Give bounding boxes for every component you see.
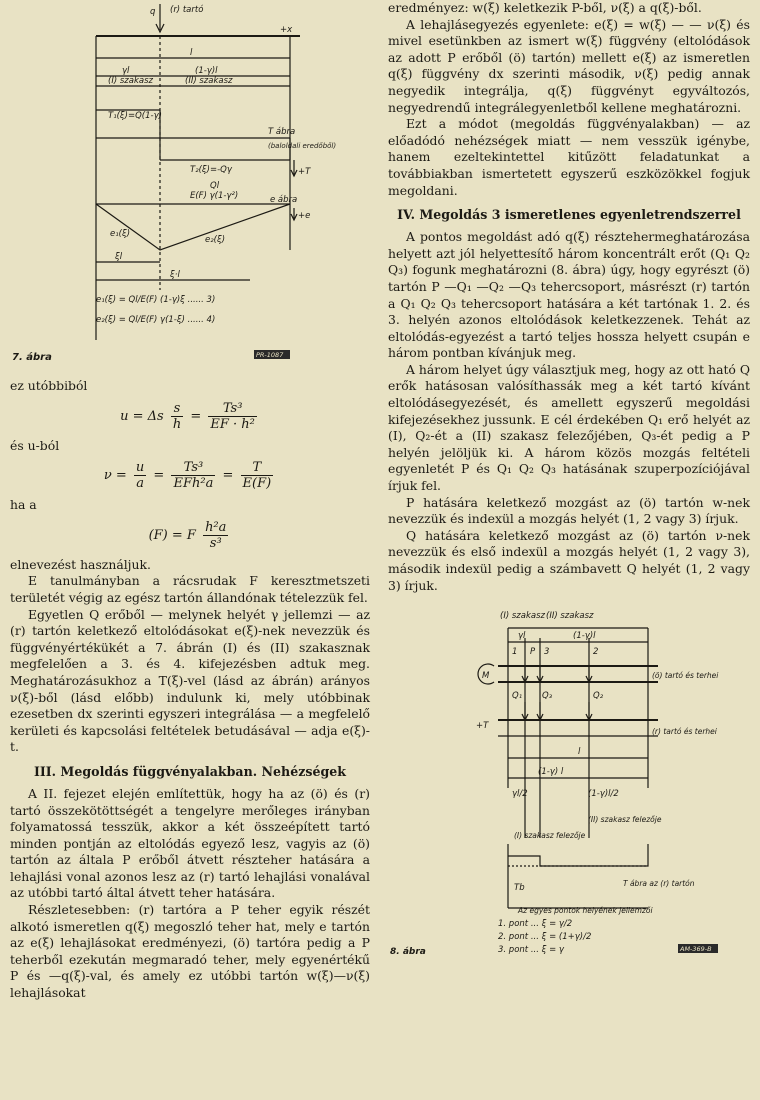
fig8-t-abra-label: T ábra az (r) tartón [623,879,695,889]
eq-u-eqs: = [190,408,202,424]
fig7-ql-label: Ql [210,181,220,191]
eq-f-f1d: s³ [209,535,222,551]
right-p4: A három helyet úgy választjuk meg, hogy az ott ható Q erők hatásosan valósíthassák meg a két tartó kívánt eltolódásegyezését, és amellett egyszerű megoldási kifejezésekhez jussunk. E cél érdekében Q₁ erő helyét az (I), Q₂-ét a (II) szakasz felezőjében, Q₃-ét pedig a P helyén jelöljük ki. A három közös mozgás feltételi egyenletét P és Q₁ Q₂ Q₃ hatásának szuperpozíciójával írjuk fel. [388,361,750,494]
fig7-e-abra-label: e ábra [270,195,298,205]
fig7-plus-t-label: +T [298,167,311,177]
fig8-gl2-label: γl/2 [512,789,528,800]
eq-v-lhs: ν = [103,468,127,484]
eq-u-f1d: h [172,416,182,432]
fig7-xi-l-label: ξl [115,252,123,262]
fig7-e2-label: e₂(ξ) [205,235,226,245]
fig7-szakasz2-label: (II) szakasz [185,76,233,86]
fig7-plus-x-label: +x [280,25,293,35]
figure-7 [10,0,370,372]
fig8-q1-label: Q₁ [512,691,523,702]
fig8-o-tarto-label: (ö) tartó és terhei [652,671,719,681]
equation-u [10,401,370,432]
fig7-q-label: q [150,7,156,17]
fig8-stamp: AM-369-B [680,945,712,954]
fig8-q3-label: Q₃ [542,691,553,702]
fig8-felezo1-label: (I) szakasz felezője [514,831,586,841]
eq-v-eqs: = [153,468,165,484]
fig8-one-minus-g-l-label: (1-γ) l [538,767,564,778]
fig7-t1-label: T₁(ξ)=Q(1-γ) [108,111,162,121]
equation-f [10,520,370,551]
fig7-one-minus-gl-label: (1-γ)l [195,66,218,76]
right-p2: Ezt a módot (megoldás függvényalakban) — az előadódó nehézségek miatt — nem vesszük igénybe, hanem ezeltekintettel kitűzött feladatunkat a továbbiakban ismertetett egyszerű eszközökkel fogjuk megoldani. [388,116,750,198]
fig8-szakasz2-label: (II) szakasz [546,611,594,622]
fig8-pont3: 3. pont ... ξ = γ [498,945,564,956]
fig7-plus-e-label: +e [298,211,311,221]
fig7-t-abra-label: T ábra [268,127,296,137]
eq-u-f1n: s [171,401,183,417]
fig8-plus-t-label: +T [476,721,489,732]
fig8-jellemzoi-label: Az egyes pontok helyének jellemzői [518,906,653,916]
right-p6: Q hatására keletkező mozgást az (ö) tartón ν-nek nevezzük és első indexül a mozgás helyét (1, 2 vagy 3), második indexül pedig a számbavett Q helyét (1, 2 vagy 3) írjuk. [388,527,750,593]
eq-v-f3n: T [241,460,274,476]
fig7-l-label: l [190,48,193,58]
eq-v-f2d: EFh²a [173,476,214,492]
fig8-tb-label: Tb [514,883,525,894]
fig8-one-minus-gl2-label: (1-γ)l/2 [588,789,619,800]
left-p1: E tanulmányban a rácsrudak F keresztmetszeti területét végig az egész tartón állandónak tételezzük fel. [10,573,370,605]
left-p-elnev: elnevezést használjuk. [10,556,151,572]
eq-u-f2n: Ts³ [208,401,257,417]
fig8-pont1: 1. pont ... ξ = γ/2 [498,919,573,930]
eq-v-f1n: u [135,460,145,476]
right-p1: A lehajlásegyezés egyenlete: e(ξ) = w(ξ) — — ν(ξ) és mivel esetünkben az ismert w(ξ) függvény (eltolódások az adott P erőből (ö) tartón) mellett e(ξ) az ismeretlen q(ξ) függvény dx szerinti második, ν(ξ) pedig annak negyedik integrálja, q(ξ) függvényt egyváltozós, negyedrendű integrálegyenletből kellene meghatározni. [388,16,750,115]
fig7-xi-l2-label: ξ·l [170,270,180,280]
section-heading-3: III. Megoldás függvényalakban. Nehézségek [33,763,347,779]
left-p2: Egyetlen Q erőből — melynek helyét γ jellemzi — az (r) tartón keletkező eltolódásokat e(ξ)-nek nevezzük és függvényértékükét a 7. ábrán (I) és (II) szakasznak megfelelően a 3. és 4. kifejezésben adtuk meg. Meghatározásukhoz a T(ξ)-vel (lásd az ábrán) arányos ν(ξ)-ből (lásd előbb) indulunk ki, mely utóbbinak ezesetben dx szerinti egyszeri integrálása — a megfelelő kerületi és kapcsolási feltételek betudásával — adja e(ξ)-t. [10,606,370,755]
right-p5: P hatására keletkező mozgást az (ö) tartón w-nek nevezzük és indexül a mozgás helyét (1, 2 vagy 3) írjuk. [388,494,750,527]
left-p-ha: ha a [10,497,37,513]
fig7-t-note-label: (baloldali eredőből) [268,142,337,150]
fig8-pont2: 2. pont ... ξ = (1+γ)/2 [498,932,592,943]
eq-v-f3d: E(F) [242,476,272,492]
fig8-felezo2-label: (II) szakasz felezője [588,815,662,825]
eq-u-f2d: EF · h² [210,416,255,432]
fig7-caption: 7. ábra [12,352,52,363]
eq-v-f2n: Ts³ [171,460,215,476]
fig7-gl-label: γl [122,66,130,76]
fig8-one-minus-gl-label: (1-γ)l [573,631,596,642]
eq-f-f1n: h²a [205,519,227,535]
fig8-p-label: P [530,647,536,658]
fig7-tarto-label: (r) tartó [170,5,204,15]
section-heading-4: IV. Megoldás 3 ismeretlenes egyenletrendszerrel [397,207,741,223]
fig7-e1-formula-label: E(F) γ(1-γ²) [190,191,239,201]
equation-v [10,460,370,491]
fig7-t2-label: T₂(ξ)=-Qγ [190,165,232,175]
fig8-caption: 8. ábra [390,947,426,958]
fig8-n2-label: 2 [593,647,599,658]
fig7-e1-label: e₁(ξ) [110,229,131,239]
fig7-szakasz1-label: (I) szakasz [108,76,153,86]
left-column [10,0,370,1002]
left-p3: A II. fejezet elején említettük, hogy ha az (ö) és (r) tartó összekötöttségét a tengelyre merőleges irányban folyamatossá tesszük, akkor a két összeépített tartó minden pontján az eltolódás egyező lesz, vagyis az (ö) tartón az általa P erőből átvett részteher hatására a lehajlási vonal azonos lesz az (r) tartó lehajlási vonalával az utóbbi tartó által átvett teher hatására. [10,785,370,901]
fig8-q2-label: Q₂ [593,691,604,702]
eq-v-eqs2: = [222,468,234,484]
fig8-n1-label: 1 [512,647,518,658]
left-p-and: és u-ból [10,437,60,453]
fig8-szakasz1-label: (I) szakasz [500,611,545,622]
fig7-eq3: e₁(ξ) = Ql/E(F) (1-γ)ξ ...... 3) [96,295,216,305]
fig8-l-label: l [578,747,581,758]
eq-f-lhs: (F) = F [148,527,196,543]
figure-8 [388,608,750,962]
fig8-gl-label: γl [518,631,526,642]
left-p-intro: ez utóbbiból [10,378,88,393]
fig8-m-label: M [482,671,490,682]
fig7-eq4: e₂(ξ) = Ql/E(F) γ(1-ξ) ...... 4) [96,315,216,325]
right-column [388,0,750,962]
fig8-r-tarto-label: (r) tartó és terhei [652,727,717,737]
eq-v-f1d: a [136,476,144,492]
fig7-stamp: PR-1087 [256,351,284,359]
eq-u-lhs: u = Δs [120,408,164,424]
right-p0: eredményez: w(ξ) keletkezik P-ből, ν(ξ) a q(ξ)-ből. [388,0,702,15]
fig8-n3-label: 3 [544,647,550,658]
left-p4: Részletesebben: (r) tartóra a P teher egyik részét alkotó ismeretlen q(ξ) megoszló teher hat, mely e tartón az e(ξ) lehajlásokat eredményezi, (ö) tartóra pedig a P teherből ezekután megmaradó teher, mely egyenértékű P és —q(ξ)-val, és amely ez utóbbi tartón w(ξ)—ν(ξ) lehajlásokat [10,902,370,1001]
right-p3: A pontos megoldást adó q(ξ) résztehermeghatározása helyett azt jól helyettesítő három koncentrált erőt (Q₁ Q₂ Q₃) fogunk meghatározni (8. ábra) úgy, hogy egyrészt (ö) tartón P —Q₁ —Q₂ —Q₃ tehercsoport, másrészt (r) tartón a Q₁ Q₂ Q₃ tehercsoport hatására a két tartónak 1. 2. és 3. helyén azonos eltolódások keletkezzenek. Tehát az eltolódás-egyezést a tartó teljes hossza helyett csupán e három pontban kívánjuk meg. [388,229,750,361]
